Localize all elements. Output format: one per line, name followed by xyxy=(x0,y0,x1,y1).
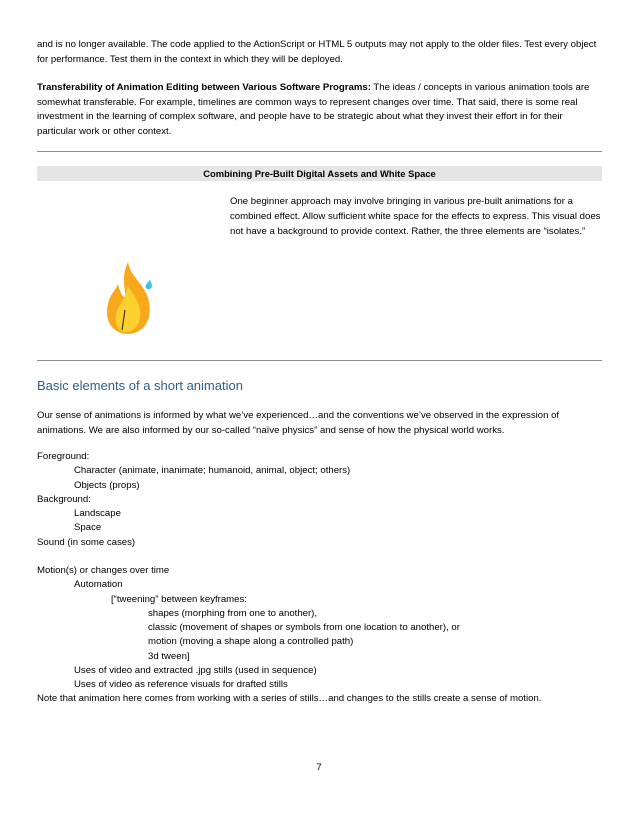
outline-item: Foreground: xyxy=(37,451,90,462)
outline-item xyxy=(37,550,607,564)
section-intro: Our sense of animations is informed by what we’ve experienced…and the conventions we’ve observed in the expression of animations. We are also informed by our so-called “naïve physics” and sense of how the physical world works. xyxy=(37,410,560,436)
outline-item: 3d tween] xyxy=(148,650,190,662)
outline-item: Landscape xyxy=(74,508,121,519)
outline-item: Character (animate, inanimate; humanoid, animal, object; others) xyxy=(74,465,351,477)
callout-title: Combining Pre-Built Digital Assets and White Space xyxy=(203,168,436,179)
outline-item: Background: xyxy=(37,493,91,505)
outline-item: [“tweening” between keyframes: xyxy=(111,593,247,605)
flame-illustration xyxy=(104,260,160,338)
outline-item: classic (movement of shapes or symbols from one location to another), or xyxy=(148,622,460,633)
callout-text: One beginner approach may involve bringing in various pre-built animations for a combined effect. Allow sufficient white space for the effects to express. This visual does not have a background to provide context. Rather, the three elements are “isolates.” xyxy=(230,196,601,237)
transferability-heading: Transferability of Animation Editing between Various Software Programs: xyxy=(37,82,371,93)
outline-item: Objects (props) xyxy=(74,479,140,491)
top-divider xyxy=(37,151,602,152)
outline-item: Uses of video and extracted .jpg stills (used in sequence) xyxy=(74,664,317,676)
outline-item: Motion(s) or changes over time xyxy=(37,565,170,576)
outline-item: shapes (morphing from one to another), xyxy=(148,607,318,619)
outline-item: Note that animation here comes from working with a series of stills…and changes to the stills create a sense of motion. xyxy=(37,693,542,705)
bottom-divider xyxy=(37,360,602,361)
outline-item: Automation xyxy=(74,579,123,591)
outline-item: Uses of video as reference visuals for drafted stills xyxy=(74,679,288,690)
transferability-body: The ideas / concepts in various animation tools are somewhat transferable. For example, timelines are common ways to represent changes over time. That said, there is some real investment in the learning of complex software, and people have to be strategic about what they invest their effort in for their particular work or other context. xyxy=(37,82,590,137)
droplet-icon xyxy=(145,280,152,289)
transferability-paragraph xyxy=(37,81,603,139)
outline-item: Space xyxy=(74,522,102,534)
outline-item: motion (moving a shape along a controlled path) xyxy=(148,636,354,648)
outline-item: Sound (in some cases) xyxy=(37,536,136,548)
elements-outline xyxy=(37,450,607,707)
page-number: 7 xyxy=(316,762,322,773)
section-title: Basic elements of a short animation xyxy=(37,378,243,393)
intro-paragraph: and is no longer available. The code applied to the ActionScript or HTML 5 outputs may not apply to the older files. Test every object for performance. Test them in the context in which they will be deployed. xyxy=(37,39,597,65)
